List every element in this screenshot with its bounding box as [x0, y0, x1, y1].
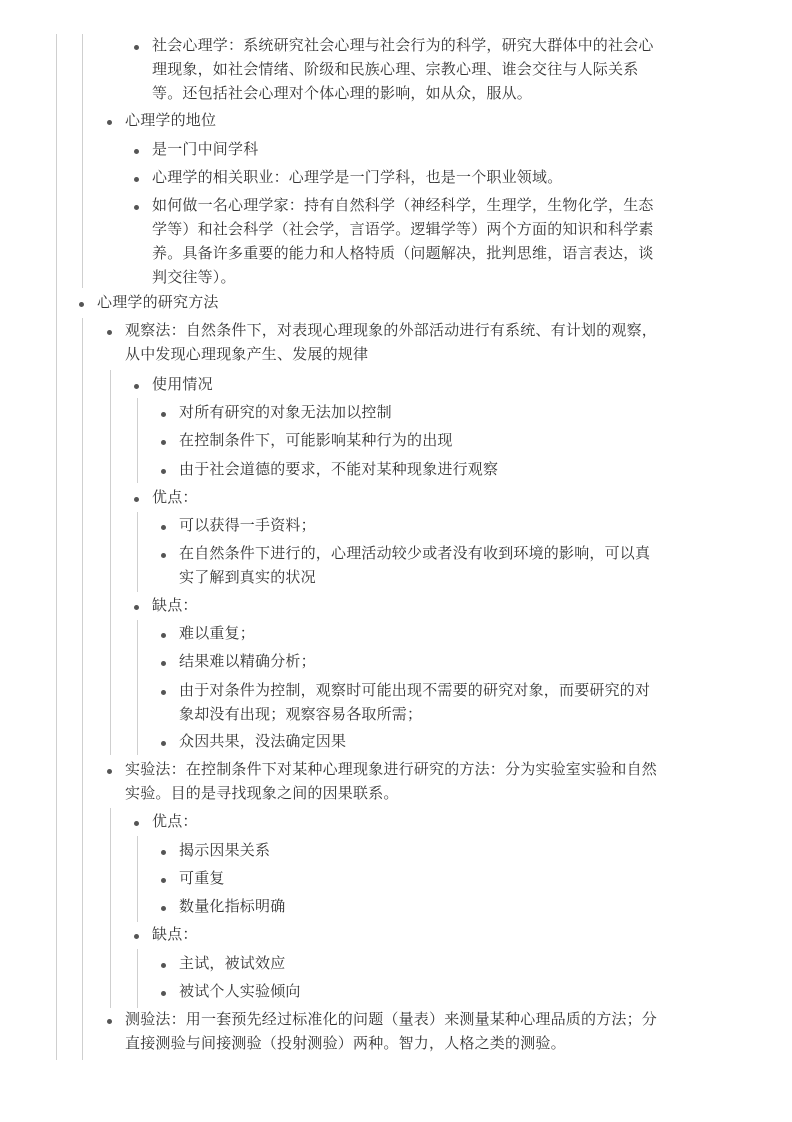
- bullet-icon: [161, 690, 166, 695]
- outline-guide-level4: [137, 620, 138, 755]
- list-item-experiment-con-1: 主试，被试效应: [179, 954, 286, 972]
- list-item-social-psychology-line2: 理现象，如社会情绪、阶级和民族心理、宗教心理、谁会交往与人际关系: [152, 60, 639, 78]
- bullet-icon: [161, 878, 166, 883]
- outline-guide-level4: [137, 398, 138, 483]
- bullet-icon: [161, 412, 166, 417]
- bullet-icon: [161, 553, 166, 558]
- list-item-how-to-be-line1: 如何做一名心理学家：持有自然科学（神经科学，生理学，生物化学，生态: [152, 196, 654, 214]
- bullet-icon: [134, 605, 139, 610]
- subheading-observation-pros: 优点：: [152, 488, 198, 506]
- list-item-observation-line1: 观察法：自然条件下，对表现心理现象的外部活动进行有系统、有计划的观察，: [125, 321, 658, 339]
- subheading-experiment-cons: 缺点：: [152, 925, 198, 943]
- list-item-usage-2: 在控制条件下，可能影响某种行为的出现: [179, 431, 453, 449]
- list-item-how-to-be-line4: 判交往等）。: [152, 268, 236, 286]
- bullet-icon: [134, 384, 139, 389]
- list-item-usage-3: 由于社会道德的要求，不能对某种现象进行观察: [179, 460, 499, 478]
- bullet-icon: [161, 991, 166, 996]
- list-item-observation-con-2: 结果难以精确分析；: [179, 652, 316, 670]
- list-item-experiment-pro-1: 揭示因果关系: [179, 841, 271, 859]
- list-item-how-to-be-line3: 养。具备许多重要的能力和人格特质（问题解决，批判思维，语言表达，谈: [152, 244, 654, 262]
- outline-guide-level4: [137, 836, 138, 922]
- bullet-icon: [134, 934, 139, 939]
- outline-guide-level4: [137, 949, 138, 1008]
- outline-guide-level3: [110, 808, 111, 1008]
- list-item-observation-pro-2-line1: 在自然条件下进行的，心理活动较少或者没有收到环境的影响，可以真: [179, 544, 651, 562]
- bullet-icon: [134, 821, 139, 826]
- bullet-icon: [161, 963, 166, 968]
- list-item-testing-line2: 直接测验与间接测验（投射测验）两种。智力，人格之类的测验。: [125, 1034, 566, 1052]
- bullet-icon: [134, 177, 139, 182]
- outline-guide-level4: [137, 512, 138, 592]
- list-item-how-to-be-line2: 学等）和社会科学（社会学，言语学。逻辑学等）两个方面的知识和科学素: [152, 220, 654, 238]
- list-item-observation-pro-1: 可以获得一手资料；: [179, 516, 316, 534]
- list-item-experiment-con-2: 被试个人实验倾向: [179, 982, 301, 1000]
- bullet-icon: [134, 149, 139, 154]
- list-item-observation-line2: 从中发现心理现象产生、发展的规律: [125, 345, 369, 363]
- bullet-icon: [161, 469, 166, 474]
- bullet-icon: [107, 769, 112, 774]
- list-item-social-psychology-line3: 等。还包括社会心理对个体心理的影响，如从众，服从。: [152, 84, 533, 102]
- list-item-related-jobs: 心理学的相关职业：心理学是一门学科，也是一个职业领域。: [152, 168, 563, 186]
- bullet-icon: [161, 525, 166, 530]
- bullet-icon: [134, 205, 139, 210]
- list-item-experiment-pro-3: 数量化指标明确: [179, 897, 286, 915]
- list-item-discipline: 是一门中间学科: [152, 140, 259, 158]
- list-item-experiment-pro-2: 可重复: [179, 869, 225, 887]
- subheading-observation-cons: 缺点：: [152, 596, 198, 614]
- list-item-observation-con-3-line1: 由于对条件为控制，观察时可能出现不需要的研究对象，而要研究的对: [179, 681, 651, 699]
- section-heading-methods: 心理学的研究方法: [97, 293, 219, 311]
- bullet-icon: [107, 330, 112, 335]
- list-item-testing-line1: 测验法：用一套预先经过标准化的问题（量表）来测量某种心理品质的方法；分: [125, 1010, 658, 1028]
- outline-guide-level2: [82, 34, 83, 288]
- list-item-social-psychology-line1: 社会心理学：系统研究社会心理与社会行为的科学，研究大群体中的社会心: [152, 36, 654, 54]
- bullet-icon: [161, 906, 166, 911]
- outline-guide-level3: [110, 370, 111, 755]
- bullet-icon: [161, 661, 166, 666]
- list-item-observation-pro-2-line2: 实了解到真实的状况: [179, 568, 316, 586]
- bullet-icon: [134, 45, 139, 50]
- bullet-icon: [107, 1019, 112, 1024]
- bullet-icon: [161, 850, 166, 855]
- bullet-icon: [161, 741, 166, 746]
- bullet-icon: [161, 633, 166, 638]
- list-item-experiment-line2: 实验。目的是寻找现象之间的因果联系。: [125, 784, 399, 802]
- list-item-observation-con-3-line2: 象却没有出现；观察容易各取所需；: [179, 705, 423, 723]
- list-item-usage-1: 对所有研究的对象无法加以控制: [179, 403, 392, 421]
- list-item-experiment-line1: 实验法：在控制条件下对某种心理现象进行研究的方法：分为实验室实验和自然: [125, 760, 658, 778]
- outline-guide-level1: [56, 34, 57, 1060]
- subheading-usage: 使用情况: [152, 375, 213, 393]
- bullet-icon: [161, 440, 166, 445]
- section-heading-status: 心理学的地位: [125, 111, 217, 129]
- subheading-experiment-pros: 优点：: [152, 812, 198, 830]
- bullet-icon: [134, 497, 139, 502]
- list-item-observation-con-1: 难以重复；: [179, 624, 256, 642]
- bullet-icon: [79, 302, 84, 307]
- outline-guide-level2: [82, 318, 83, 1060]
- list-item-observation-con-4: 众因共果，没法确定因果: [179, 732, 347, 750]
- bullet-icon: [107, 120, 112, 125]
